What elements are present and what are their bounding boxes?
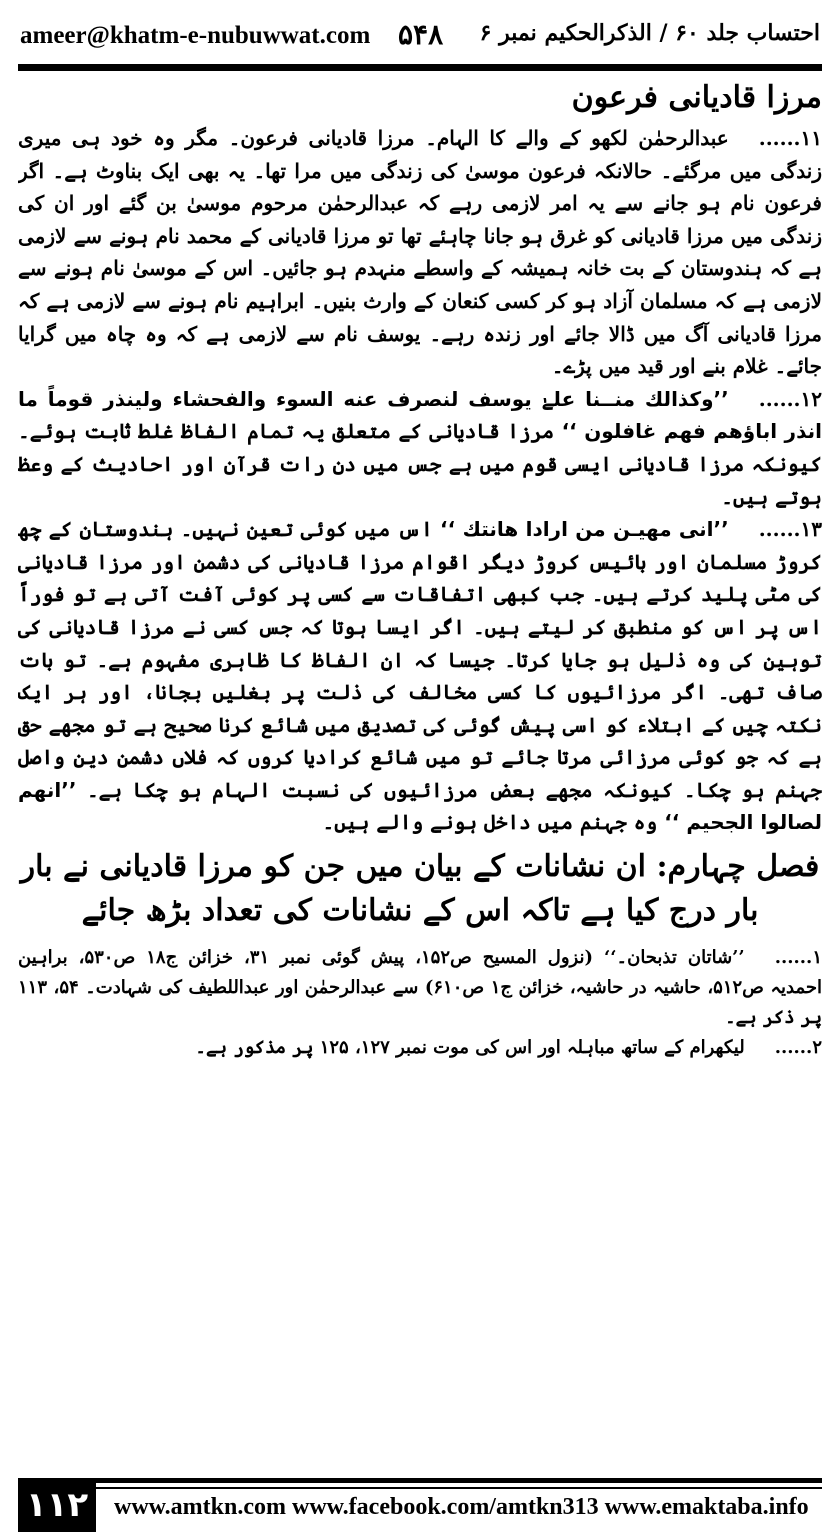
paragraph-13 [18, 513, 822, 839]
section-title: مرزا قادیانی فرعون [571, 80, 822, 115]
page-content [18, 78, 822, 1458]
item-number: ۱...... [774, 947, 822, 969]
item-text: ’’شاتان تذبحان۔‘‘ (نزول المسیح ص۱۵۲، پیش گوئی نمبر ۳۱، خزائن ج۱۸ ص۵۳۰، براہین احمدیہ ص۵۱۲، حاشیہ در حاشیہ، خزائن ج۱ ص۶۱۰) سے عبدالرحمٰن اور عبداللطیف کی شہادت۔ ۵۴، ۱۱۳ پر ذکر ہے۔ [18, 947, 822, 1029]
header-page-number: ۵۴۸ [398, 18, 444, 51]
arabic-quote-2: ’’انهم لصالوا الجحیم ‘‘ [18, 777, 822, 835]
arabic-quote: ’’انی مهیـن من ارادا هانتك ‘‘ [440, 517, 729, 542]
folio-number: ۱۱۲ [18, 1478, 96, 1532]
footer-links: www.amtkn.com www.facebook.com/amtkn313 www.emaktaba.info [114, 1494, 809, 1520]
paragraph-text: عبدالرحمٰن لکھو کے والے کا الہام۔ مرزا قادیانی فرعون۔ مگر وہ خود ہی میری زندگی میں مرگئے۔ حالانکہ فرعون موسیٰ کی زندگی میں مرا تھا۔ یہ بھی ایک بناوٹ ہے۔ اگر فرعون نام ہو جانے سے یہ امر لازمی رہے کہ عبدالرحمٰن مرحوم موسیٰ بن گئے اور ان کی زندگی میں مرزا قادیانی کو غرق ہو جانا چاہئے تھا تو مرزا قادیانی کے محمد نام ہونے سے لازمی ہے کہ ہندوستان کے بت خانہ ہمیشہ کے واسطے منہدم ہو جائیں۔ اس کے موسیٰ نام ہونے سے لازمی ہے کہ مسلمان آزاد ہو کر کسی کنعان کے وارث بنیں۔ ابراہیم نام ہونے سے لازمی ہے کہ مرزا قادیانی آگ میں ڈالا جائے اور زندہ رہے۔ یوسف نام سے لازمی ہے کہ وہ چاہ میں گرایا جائے۔ غلام بنے اور قید میں پڑے۔ [18, 126, 822, 379]
item-text: لیکھرام کے ساتھ مباہلہ اور اس کی موت نمبر ۱۲۷، ۱۲۵ پر مذکور ہے۔ [195, 1037, 745, 1059]
header-rule [18, 64, 822, 71]
item-number: ۱۳...... [758, 517, 822, 542]
paragraph-text: اس میں کوئی تعین نہیں۔ ہندوستان کے چھ کروڑ مسلمان اور بائیس کروڑ دیگر اقوام مرزا قادیانی کی دشمن اور مرزا قادیانی کی مٹی پلید کرتے ہیں۔ جب کبھی اتفاقات سے کسی پر کوئی آفت آتی ہے تو فوراً اس پر اس کو منطبق کر لیتے ہیں۔ اگر ایسا ہوتا کہ جس کسی نے مرزا قادیانی کی توہین کی وہ ذلیل ہو جایا کرتا۔ جیسا کہ ان الفاظ کا ظاہری مفہوم ہے۔ تو بات صاف تھی۔ اگر مرزائیوں کا کسی مخالف کی ذلت پر بغلیں بجانا، اور ہر ایک نکتہ چیں کے ابتلاء کو اسی پیش گوئی کی تصدیق میں شائع کرنا صحیح ہے تو مجھے حق ہے کہ جو کوئی مرزائی مرتا جائے تو میں شائع کرادیا کروں کہ فلاں دشمن دین واصل جہنم ہو چکا۔ کیونکہ مجھے بعض مرزائیوں کی نسبت الہام ہو چکا ہے۔ [18, 517, 822, 802]
footer-rule-thin [18, 1487, 822, 1489]
list-item [18, 1033, 822, 1063]
item-number: ۲...... [774, 1037, 822, 1059]
paragraph-12 [18, 383, 822, 513]
page-header [0, 0, 840, 70]
header-email: ameer@khatm-e-nubuwwat.com [20, 22, 371, 49]
chapter-heading: فصل چہارم: ان نشانات کے بیان میں جن کو مرزا قادیانی نے بار بار درج کیا ہے تاکہ اس کے نشانات کی تعداد بڑھ جائے [20, 849, 820, 929]
footer-rule [18, 1478, 822, 1483]
paragraph-11 [18, 122, 822, 383]
list-item [18, 943, 822, 1033]
arabic-quote: ’’وکذالك منــنا علےٰ یوسف لنصرف عنه السوء والفحشاء ولینذر قوماً ما انذر اباؤهم فهم غافلون ‘‘ [18, 386, 822, 444]
header-title: احتساب جلد ۶۰ / الذکرالحکیم نمبر ۶ [479, 20, 820, 46]
page-footer [18, 1478, 822, 1532]
paragraph-text: مرزا قادیانی کے متعلق یہ تمام الفاظ غلط ثابت ہوئے۔ کیونکہ مرزا قادیانی ایسی قوم میں ہے جس میں دن رات قرآن اور احادیث کے وعظ ہوتے ہیں۔ [18, 419, 822, 509]
item-number: ۱۱...... [758, 126, 822, 150]
item-number: ۱۲...... [758, 386, 822, 411]
paragraph-text-2: وہ جہنم میں داخل ہونے والے ہیں۔ [322, 810, 658, 835]
